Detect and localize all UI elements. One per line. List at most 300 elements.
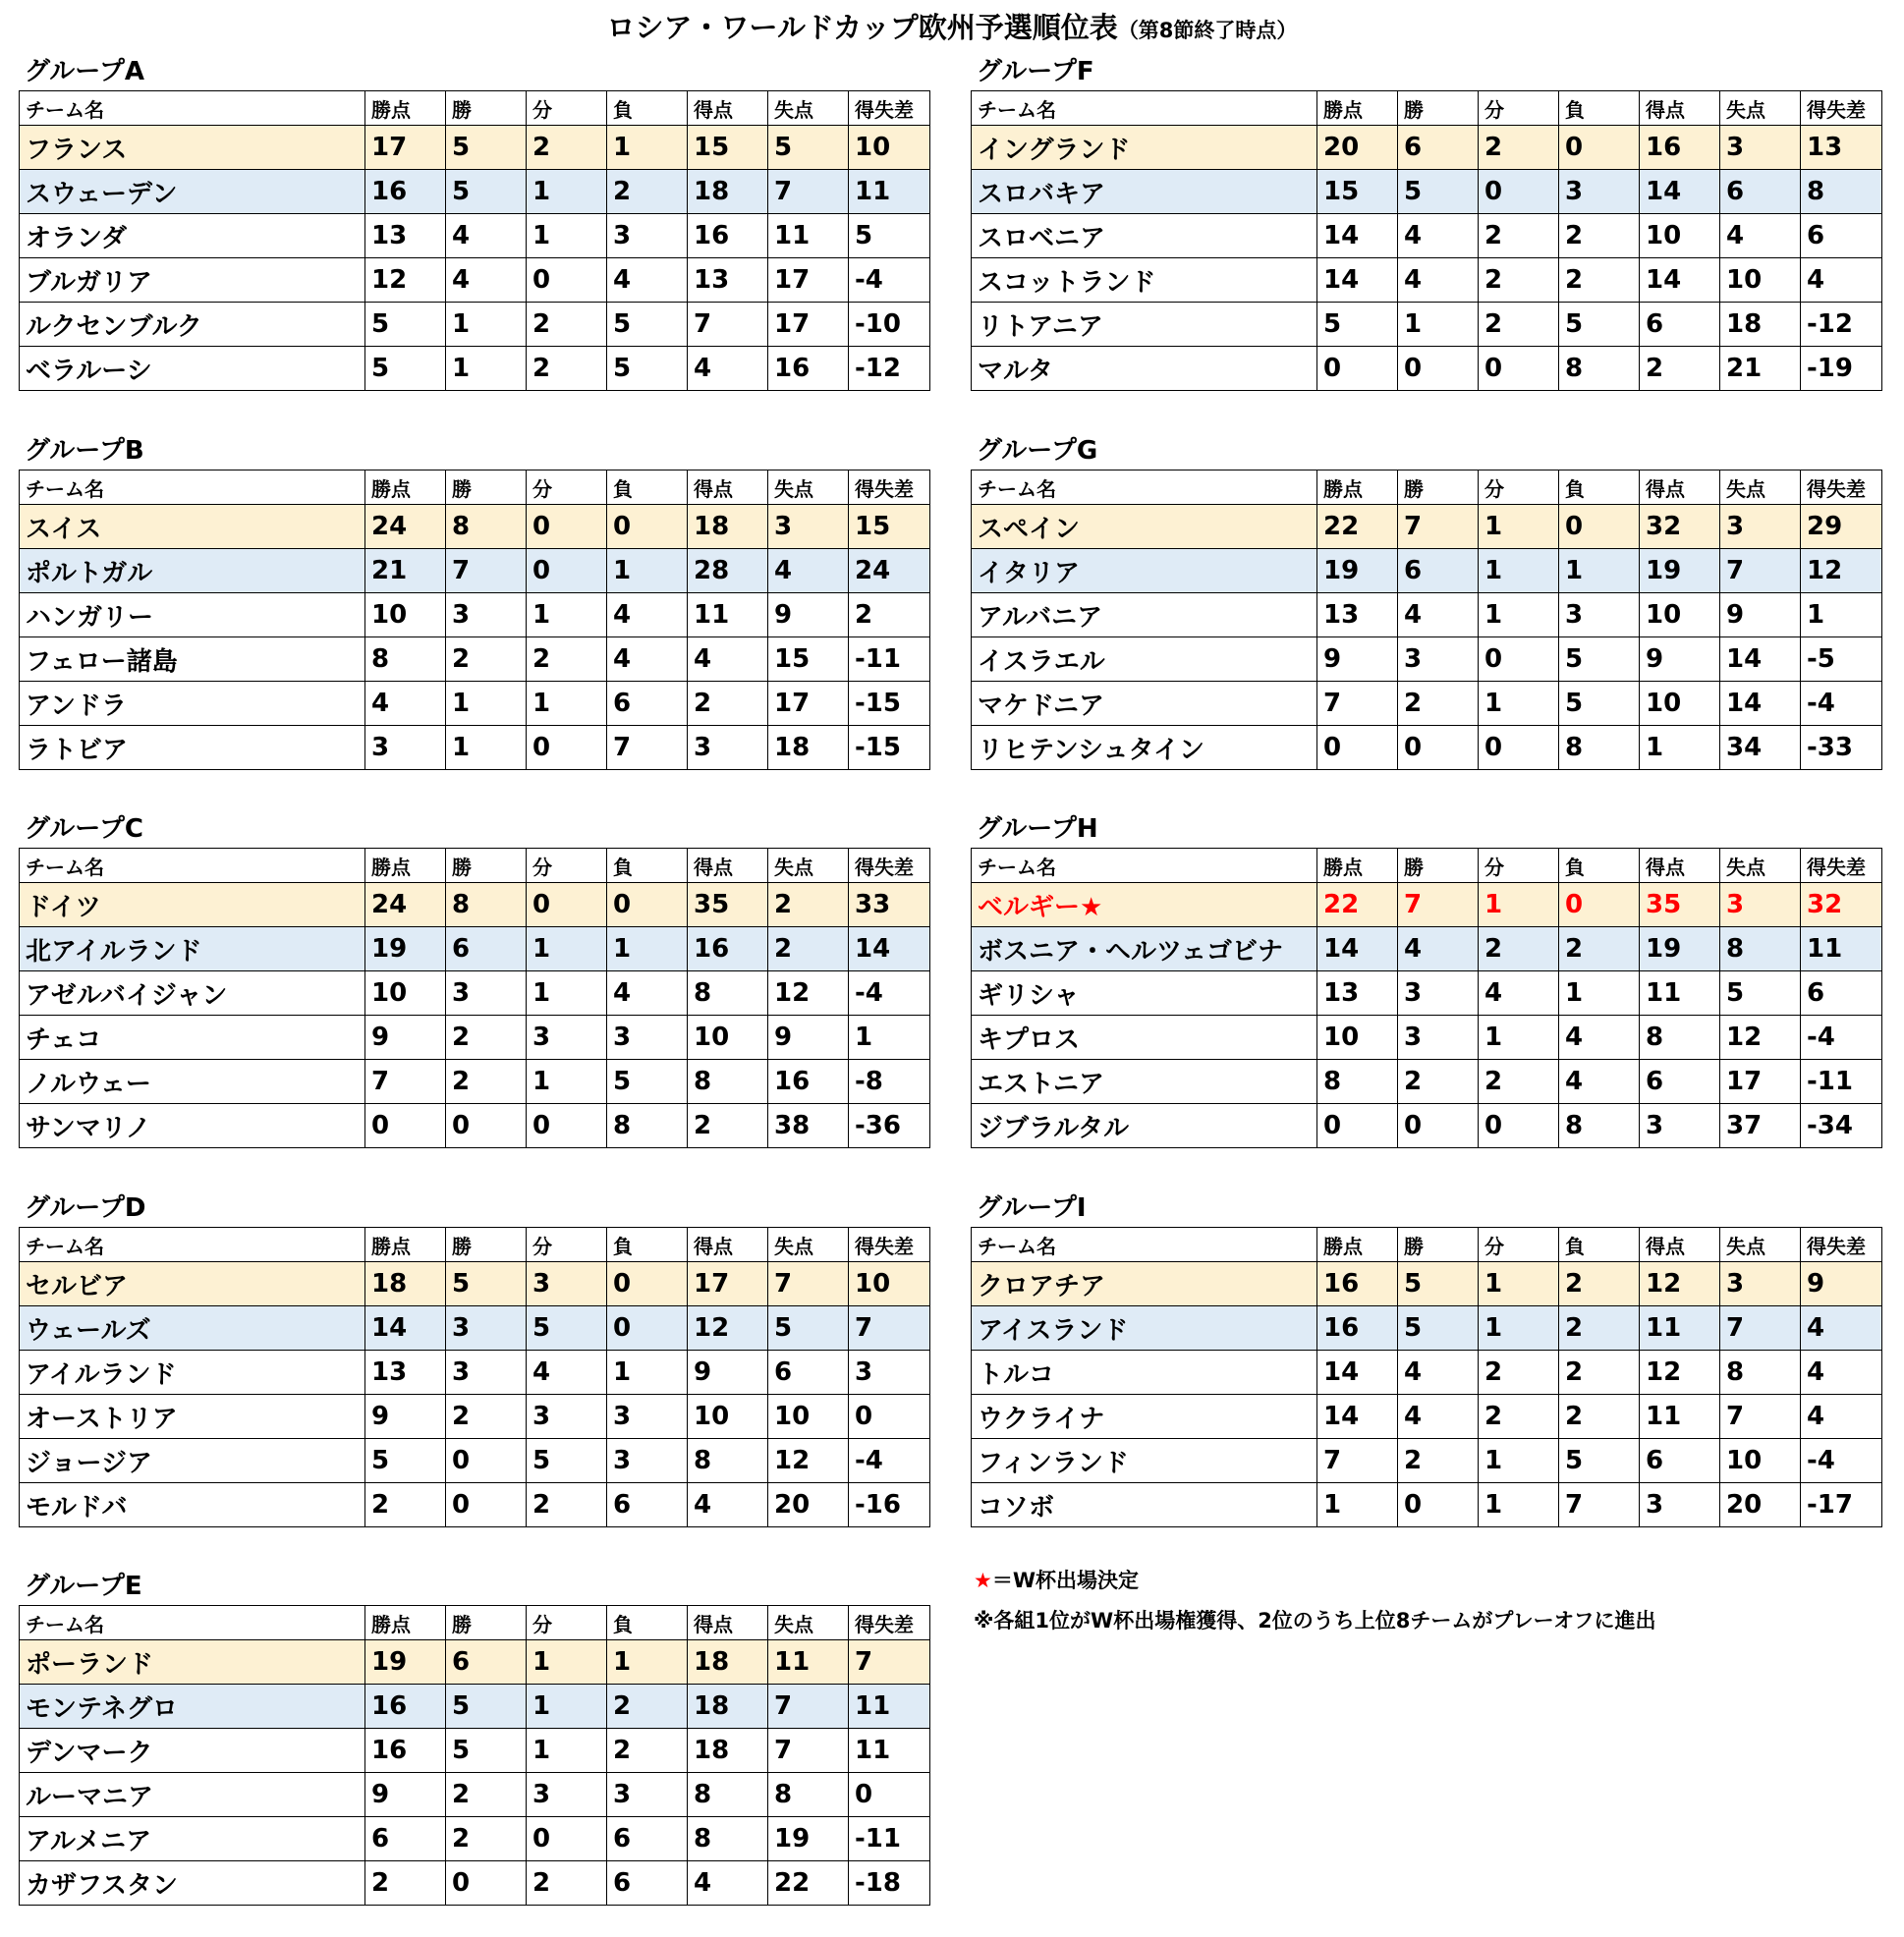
stat-cell: 6 [607, 1483, 688, 1527]
stat-cell: 2 [446, 1817, 527, 1861]
stat-cell: 15 [849, 505, 930, 549]
stat-cell: 0 [849, 1773, 930, 1817]
table-row [972, 1395, 1882, 1439]
stat-cell: 3 [446, 971, 527, 1016]
standings-table [19, 1605, 930, 1906]
stat-cell: -33 [1801, 726, 1882, 770]
team-name: ポーランド [20, 1640, 365, 1685]
stat-cell: 13 [1317, 971, 1398, 1016]
table-row [972, 883, 1882, 927]
column-header: 失点 [768, 91, 849, 126]
stat-cell: 1 [1479, 1483, 1559, 1527]
stat-cell: -19 [1801, 347, 1882, 391]
stat-cell: 4 [1559, 1016, 1640, 1060]
stat-cell: 4 [1398, 927, 1479, 971]
team-name: アルメニア [20, 1817, 365, 1861]
stat-cell: 9 [1640, 637, 1720, 682]
table-row [20, 1729, 930, 1773]
team-name: リヒテンシュタイン [972, 726, 1317, 770]
stat-cell: 1 [607, 1351, 688, 1395]
stat-cell: 16 [365, 1729, 446, 1773]
stat-cell: 4 [688, 1483, 768, 1527]
stat-cell: 7 [688, 303, 768, 347]
column-header: 失点 [1720, 470, 1801, 505]
stat-cell: 2 [849, 593, 930, 637]
stat-cell: 7 [446, 549, 527, 593]
team-name: リトアニア [972, 303, 1317, 347]
stat-cell: 1 [849, 1016, 930, 1060]
team-name: フランス [20, 126, 365, 170]
header-row [20, 470, 930, 505]
stat-cell: 2 [1559, 258, 1640, 303]
stat-cell: 8 [1720, 1351, 1801, 1395]
team-name: ハンガリー [20, 593, 365, 637]
column-header: 失点 [768, 1606, 849, 1640]
stat-cell: 3 [607, 1439, 688, 1483]
stat-cell: 12 [1720, 1016, 1801, 1060]
stat-cell: 1 [527, 1060, 607, 1104]
column-header: 勝点 [1317, 1228, 1398, 1262]
stat-cell: 2 [1479, 927, 1559, 971]
table-row [20, 883, 930, 927]
stat-cell: 2 [365, 1483, 446, 1527]
stat-cell: 32 [1640, 505, 1720, 549]
team-name: オランダ [20, 214, 365, 258]
stat-cell: 0 [446, 1439, 527, 1483]
stat-cell: 2 [768, 927, 849, 971]
stat-cell: 13 [365, 1351, 446, 1395]
table-row [20, 1640, 930, 1685]
column-header: チーム名 [972, 1228, 1317, 1262]
stat-cell: 12 [768, 971, 849, 1016]
stat-cell: 12 [365, 258, 446, 303]
stat-cell: 8 [365, 637, 446, 682]
group-table-2 [19, 436, 929, 770]
team-name: ウェールズ [20, 1306, 365, 1351]
stat-cell: 2 [527, 303, 607, 347]
stat-cell: 2 [1559, 1351, 1640, 1395]
stat-cell: 0 [849, 1395, 930, 1439]
stat-cell: 18 [688, 170, 768, 214]
stat-cell: 13 [688, 258, 768, 303]
stat-cell: 1 [1317, 1483, 1398, 1527]
table-row [20, 505, 930, 549]
stat-cell: 3 [527, 1016, 607, 1060]
stat-cell: 1 [1398, 303, 1479, 347]
stat-cell: 10 [849, 1262, 930, 1306]
stat-cell: 1 [1559, 549, 1640, 593]
standings-table [19, 1227, 930, 1527]
stat-cell: 3 [527, 1773, 607, 1817]
stat-cell: 2 [1479, 303, 1559, 347]
stat-cell: 5 [365, 347, 446, 391]
stat-cell: 0 [446, 1104, 527, 1148]
column-header: 分 [527, 1228, 607, 1262]
stat-cell: 20 [1317, 126, 1398, 170]
stat-cell: 2 [1479, 1060, 1559, 1104]
stat-cell: 9 [365, 1016, 446, 1060]
table-row [20, 1104, 930, 1148]
team-name: スウェーデン [20, 170, 365, 214]
stat-cell: 5 [1398, 1306, 1479, 1351]
stat-cell: 1 [1479, 505, 1559, 549]
stat-cell: 4 [1479, 971, 1559, 1016]
column-header: 得点 [1640, 91, 1720, 126]
stat-cell: 0 [527, 1817, 607, 1861]
stat-cell: 2 [446, 1060, 527, 1104]
stat-cell: 11 [849, 170, 930, 214]
stat-cell: 9 [768, 1016, 849, 1060]
table-row [20, 1016, 930, 1060]
stat-cell: 3 [768, 505, 849, 549]
table-row [972, 927, 1882, 971]
stat-cell: 28 [688, 549, 768, 593]
stat-cell: 5 [849, 214, 930, 258]
standings-table [971, 848, 1882, 1148]
stat-cell: 1 [607, 549, 688, 593]
stat-cell: 14 [1317, 258, 1398, 303]
header-row [20, 91, 930, 126]
stat-cell: 19 [1640, 549, 1720, 593]
stat-cell: 19 [1640, 927, 1720, 971]
header-row [20, 1228, 930, 1262]
stat-cell: 1 [1479, 1306, 1559, 1351]
stat-cell: 1 [527, 971, 607, 1016]
stat-cell: 10 [768, 1395, 849, 1439]
column-header: 勝点 [1317, 91, 1398, 126]
stat-cell: 18 [688, 1729, 768, 1773]
column-header: 勝点 [1317, 849, 1398, 883]
column-header: 失点 [768, 470, 849, 505]
column-header: 勝点 [1317, 470, 1398, 505]
stat-cell: 6 [1640, 1060, 1720, 1104]
stat-cell: 3 [607, 1773, 688, 1817]
stat-cell: 8 [688, 1060, 768, 1104]
stat-cell: 18 [688, 505, 768, 549]
page-title [0, 8, 1904, 50]
stat-cell: 0 [1479, 1104, 1559, 1148]
stat-cell: 15 [688, 126, 768, 170]
group-table-9 [971, 1193, 1881, 1527]
group-name: グループE [25, 1572, 142, 1601]
column-header: 得点 [688, 1228, 768, 1262]
stat-cell: 0 [527, 726, 607, 770]
stat-cell: 5 [1559, 682, 1640, 726]
team-name: スロベニア [972, 214, 1317, 258]
table-row [972, 1351, 1882, 1395]
stat-cell: 8 [688, 1439, 768, 1483]
stat-cell: 38 [768, 1104, 849, 1148]
team-name: エストニア [972, 1060, 1317, 1104]
stat-cell: 17 [1720, 1060, 1801, 1104]
stat-cell: -4 [1801, 1439, 1882, 1483]
column-header: 分 [527, 1606, 607, 1640]
group-table-7 [971, 436, 1881, 770]
team-name: オーストリア [20, 1395, 365, 1439]
stat-cell: 6 [1398, 126, 1479, 170]
column-header: 勝 [446, 470, 527, 505]
stat-cell: 0 [1398, 1104, 1479, 1148]
stat-cell: 0 [1398, 347, 1479, 391]
stat-cell: 0 [607, 505, 688, 549]
table-row [20, 971, 930, 1016]
stat-cell: 16 [768, 347, 849, 391]
stat-cell: 4 [446, 258, 527, 303]
stat-cell: 16 [688, 927, 768, 971]
stat-cell: 17 [768, 303, 849, 347]
stat-cell: 2 [1559, 927, 1640, 971]
stat-cell: 11 [1640, 1395, 1720, 1439]
column-header: 勝 [446, 849, 527, 883]
column-header: 負 [607, 1228, 688, 1262]
table-row [972, 549, 1882, 593]
stat-cell: 3 [1398, 971, 1479, 1016]
column-header: チーム名 [20, 1228, 365, 1262]
stat-cell: 7 [1720, 549, 1801, 593]
stat-cell: 37 [1720, 1104, 1801, 1148]
stat-cell: 2 [527, 637, 607, 682]
stat-cell: 3 [1640, 1104, 1720, 1148]
stat-cell: 15 [1317, 170, 1398, 214]
stat-cell: 5 [1317, 303, 1398, 347]
stat-cell: 6 [365, 1817, 446, 1861]
stat-cell: 0 [1559, 505, 1640, 549]
stat-cell: 14 [1720, 682, 1801, 726]
star-icon: ★ [974, 1569, 992, 1592]
stat-cell: 11 [849, 1729, 930, 1773]
table-row [972, 347, 1882, 391]
stat-cell: 2 [1479, 258, 1559, 303]
stat-cell: 20 [1720, 1483, 1801, 1527]
stat-cell: 9 [365, 1773, 446, 1817]
standings-table [19, 470, 930, 770]
team-name: アイルランド [20, 1351, 365, 1395]
team-name: セルビア [20, 1262, 365, 1306]
column-header: 得失差 [1801, 91, 1882, 126]
stat-cell: 6 [1801, 214, 1882, 258]
column-header: 負 [1559, 849, 1640, 883]
stat-cell: 1 [527, 593, 607, 637]
stat-cell: 0 [446, 1861, 527, 1906]
stat-cell: 1 [446, 726, 527, 770]
stat-cell: -15 [849, 682, 930, 726]
stat-cell: 9 [688, 1351, 768, 1395]
stat-cell: 14 [1640, 170, 1720, 214]
column-header: チーム名 [20, 91, 365, 126]
stat-cell: 2 [365, 1861, 446, 1906]
standings-table [19, 848, 930, 1148]
stat-cell: 0 [1559, 126, 1640, 170]
stat-cell: 4 [607, 971, 688, 1016]
stat-cell: 3 [527, 1262, 607, 1306]
stat-cell: 1 [527, 1640, 607, 1685]
stat-cell: 3 [1720, 505, 1801, 549]
group-table-5 [19, 1572, 929, 1906]
stat-cell: 7 [1398, 505, 1479, 549]
table-row [972, 1104, 1882, 1148]
stat-cell: 6 [607, 1861, 688, 1906]
stat-cell: 3 [607, 1395, 688, 1439]
stat-cell: -11 [849, 1817, 930, 1861]
stat-cell: 5 [365, 1439, 446, 1483]
stat-cell: 6 [446, 927, 527, 971]
stat-cell: 1 [1640, 726, 1720, 770]
header-row [972, 91, 1882, 126]
stat-cell: -17 [1801, 1483, 1882, 1527]
team-name: モルドバ [20, 1483, 365, 1527]
column-header: 得点 [688, 849, 768, 883]
stat-cell: 2 [607, 1729, 688, 1773]
stat-cell: 4 [1720, 214, 1801, 258]
stat-cell: 4 [688, 347, 768, 391]
stat-cell: 7 [1559, 1483, 1640, 1527]
column-header: 得点 [1640, 470, 1720, 505]
stat-cell: 17 [768, 258, 849, 303]
group-name: グループA [25, 57, 145, 86]
stat-cell: 4 [1801, 1351, 1882, 1395]
stat-cell: -18 [849, 1861, 930, 1906]
stat-cell: -4 [849, 971, 930, 1016]
stat-cell: -5 [1801, 637, 1882, 682]
stat-cell: 10 [1317, 1016, 1398, 1060]
stat-cell: 20 [768, 1483, 849, 1527]
stat-cell: -34 [1801, 1104, 1882, 1148]
stat-cell: -10 [849, 303, 930, 347]
stat-cell: 12 [768, 1439, 849, 1483]
team-name: フェロー諸島 [20, 637, 365, 682]
column-header: 失点 [768, 849, 849, 883]
table-row [20, 1817, 930, 1861]
stat-cell: 5 [768, 1306, 849, 1351]
stat-cell: 3 [446, 1351, 527, 1395]
table-row [972, 258, 1882, 303]
stat-cell: 0 [527, 883, 607, 927]
team-name: スロバキア [972, 170, 1317, 214]
table-row [972, 1060, 1882, 1104]
stat-cell: 2 [446, 637, 527, 682]
stat-cell: 8 [446, 883, 527, 927]
standings-table [971, 470, 1882, 770]
stat-cell: 0 [527, 258, 607, 303]
stat-cell: 2 [1479, 1395, 1559, 1439]
stat-cell: 5 [446, 1262, 527, 1306]
stat-cell: 14 [1317, 214, 1398, 258]
stat-cell: -4 [1801, 1016, 1882, 1060]
column-header: 得失差 [849, 1606, 930, 1640]
stat-cell: 3 [688, 726, 768, 770]
stat-cell: 2 [527, 1483, 607, 1527]
table-row [972, 593, 1882, 637]
stat-cell: 2 [446, 1773, 527, 1817]
table-row [20, 258, 930, 303]
stat-cell: 18 [688, 1640, 768, 1685]
stat-cell: 11 [1640, 971, 1720, 1016]
stat-cell: 10 [1640, 214, 1720, 258]
column-header: 負 [607, 849, 688, 883]
stat-cell: 2 [446, 1395, 527, 1439]
column-header: 得点 [688, 1606, 768, 1640]
stat-cell: 8 [1317, 1060, 1398, 1104]
stat-cell: 5 [1559, 1439, 1640, 1483]
stat-cell: -12 [1801, 303, 1882, 347]
table-row [20, 1861, 930, 1906]
team-name: ベルギー★ [972, 883, 1317, 927]
stat-cell: 5 [1398, 1262, 1479, 1306]
group-table-3 [19, 814, 929, 1148]
stat-cell: 0 [1398, 1483, 1479, 1527]
stat-cell: 15 [768, 637, 849, 682]
stat-cell: 11 [688, 593, 768, 637]
group-table-1 [19, 57, 929, 391]
column-header: 得失差 [849, 1228, 930, 1262]
stat-cell: 0 [1317, 347, 1398, 391]
stat-cell: 1 [1479, 1439, 1559, 1483]
table-row [972, 1483, 1882, 1527]
stat-cell: 12 [1640, 1351, 1720, 1395]
team-name: アルバニア [972, 593, 1317, 637]
stat-cell: 13 [1801, 126, 1882, 170]
standings-table [19, 90, 930, 391]
table-row [20, 1773, 930, 1817]
stat-cell: 6 [1720, 170, 1801, 214]
team-name: ドイツ [20, 883, 365, 927]
team-name: フィンランド [972, 1439, 1317, 1483]
stat-cell: 5 [446, 1685, 527, 1729]
header-row [972, 470, 1882, 505]
stat-cell: 8 [1801, 170, 1882, 214]
group-table-6 [971, 57, 1881, 391]
stat-cell: 10 [849, 126, 930, 170]
column-header: 失点 [768, 1228, 849, 1262]
team-name: イスラエル [972, 637, 1317, 682]
stat-cell: 18 [688, 1685, 768, 1729]
stat-cell: 3 [849, 1351, 930, 1395]
stat-cell: 35 [688, 883, 768, 927]
team-name: イングランド [972, 126, 1317, 170]
stat-cell: 11 [768, 1640, 849, 1685]
stat-cell: 10 [1640, 682, 1720, 726]
column-header: 得点 [1640, 1228, 1720, 1262]
column-header: 失点 [1720, 91, 1801, 126]
stat-cell: 1 [607, 126, 688, 170]
stat-cell: 24 [365, 505, 446, 549]
column-header: 負 [1559, 1228, 1640, 1262]
stat-cell: 8 [688, 971, 768, 1016]
stat-cell: 2 [1479, 126, 1559, 170]
stat-cell: 2 [607, 1685, 688, 1729]
stat-cell: 4 [1801, 1306, 1882, 1351]
column-header: 分 [1479, 470, 1559, 505]
stat-cell: 24 [365, 883, 446, 927]
stat-cell: 2 [527, 1861, 607, 1906]
stat-cell: 7 [768, 1729, 849, 1773]
stat-cell: 34 [1720, 726, 1801, 770]
column-header: 得失差 [849, 91, 930, 126]
stat-cell: 2 [527, 126, 607, 170]
stat-cell: 1 [527, 214, 607, 258]
stat-cell: 11 [768, 214, 849, 258]
column-header: 得失差 [849, 470, 930, 505]
stat-cell: 6 [1801, 971, 1882, 1016]
stat-cell: 0 [365, 1104, 446, 1148]
table-row [20, 1262, 930, 1306]
team-name: キプロス [972, 1016, 1317, 1060]
stat-cell: 0 [1317, 1104, 1398, 1148]
team-name: ノルウェー [20, 1060, 365, 1104]
stat-cell: 3 [1720, 126, 1801, 170]
team-name: アンドラ [20, 682, 365, 726]
stat-cell: 4 [527, 1351, 607, 1395]
